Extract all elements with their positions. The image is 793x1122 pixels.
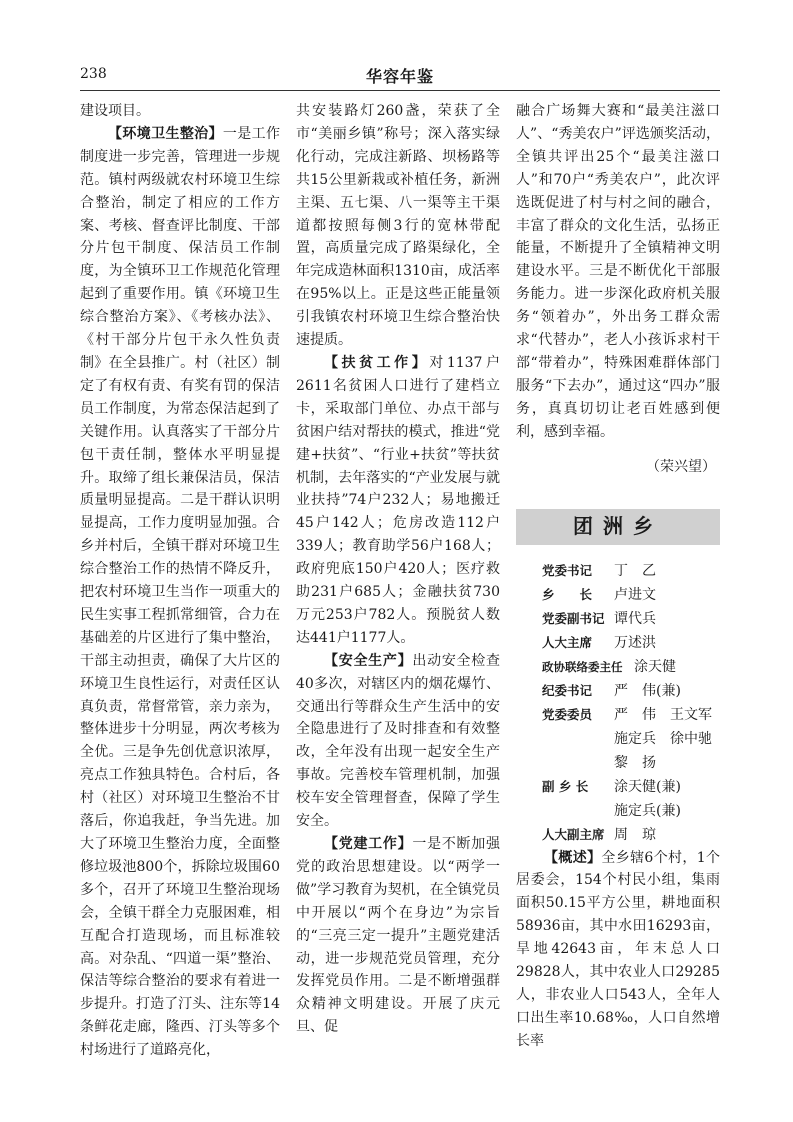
official-names: 黎 扬 bbox=[614, 754, 656, 771]
official-title bbox=[542, 799, 614, 823]
official-names: 施定兵 徐中驰 bbox=[614, 730, 712, 747]
column-right bbox=[516, 100, 720, 1053]
section-heading: 【安全生产】 bbox=[324, 652, 413, 669]
header-rule bbox=[80, 90, 720, 91]
paragraph-safety bbox=[296, 650, 500, 833]
official-row bbox=[542, 559, 720, 583]
section-heading: 【扶贫工作】 bbox=[324, 354, 430, 371]
section-heading: 【环境卫生整治】 bbox=[108, 125, 223, 142]
paragraph: 融合广场舞大赛和“最美注滋口人”、“秀美农户”评选颁奖活动，全镇共评出25个“最美注滋口人”和70户“秀美农户”，此次评选既促进了村与村之间的融合，丰富了群众的文化生活，弘扬正能量，不断提升了全镇精神文明建设水平。三是不断优化干部服务能力。进一步深化政府机关服务“领着办”，外出务工群众需求“代替办”，老人小孩诉求村干部“带着办”，特殊困难群体部门服务“下去办”，通过这“四办”服务，真真切切让老百姓感到便利，感到幸福。 bbox=[516, 103, 720, 440]
paragraph-party bbox=[296, 833, 500, 1039]
official-names: 丁 乙 bbox=[614, 562, 656, 579]
paragraph-text: 一是不断加强党的政治思想建设。以“两学一做”学习教育为契机，在全镇党员中开展以“两个在身边”为宗旨的“三亮三定一提升”主题党建活动，进一步规范党员管理，充分发挥党员作用。二是不断增强群众精神文明建设。开展了庆元旦、促 bbox=[296, 836, 501, 1036]
paragraph-poverty bbox=[296, 352, 500, 650]
official-row bbox=[542, 607, 720, 631]
official-names: 施定兵(兼) bbox=[614, 802, 681, 819]
official-row bbox=[542, 679, 720, 703]
page-number: 238 bbox=[80, 66, 107, 82]
official-title: 纪委书记 bbox=[542, 682, 593, 698]
official-names: 严 伟(兼) bbox=[614, 682, 681, 699]
paragraph-text: 一是工作制度进一步完善，管理进一步规范。镇村两级就农村环境卫生综合整治，制定了相应的工作方案、考核、督查评比制度、干部分片包干制度、保洁员工作制度，为全镇环卫工作规范化管理起到了重要作用。镇《环境卫生综合整治方案》、《考核办法》、《村干部分片包干永久性负责制》在全县推广。村（社区）制定了有权有责、有奖有罚的保洁员工作制度，为常态保洁起到了关键作用。认真落实了干部分片包干责任制，整体水平明显提升。取缔了组长兼保洁员，保洁质量明显提高。二是干群认识明显提高，工作力度明显加强。合乡并村后，全镇干群对环境卫生综合整治工作的热情不降反升，把农村环境卫生当作一项重大的民生实事工程抓常细管，合力在基础差的片区进行了集中整治，干部主动担责，确保了大片区的环境卫生良性运行，对责任区认真负责，常督常管，亲力亲为，整体进步十分明显，两次考核为全优。三是争先创优意识浓厚，亮点工作独具特色。合村后，各村（社区）对环境卫生整治不甘落后，你追我赶，争当先进。加大了环境卫生整治力度，全面整修垃圾池800个，拆除垃圾围60多个，召开了环境卫生整治现场会，全镇干群全力克服困难，相互配合打造现场，而且标准较高。对杂乱、“四道一渠”整治、保洁等综合整治的要求有着进一步提升。打造了汀头、注东等14条鲜花走廊，隆西、汀头等多个村场进行了道路亮化， bbox=[80, 125, 281, 1059]
official-row bbox=[542, 631, 720, 655]
officials-list bbox=[542, 559, 720, 847]
official-title bbox=[542, 751, 614, 775]
paragraph-overview bbox=[516, 847, 720, 1053]
page-header bbox=[80, 62, 720, 88]
official-names: 涂天健(兼) bbox=[614, 778, 681, 795]
official-row bbox=[542, 727, 720, 751]
paragraph: 共安装路灯260盏，荣获了全市“美丽乡镇”称号；深入落实绿化行动，完成注新路、坝杨路等共15公里新栽或补植任务，新洲主渠、五七渠、八一渠等主干渠道都按照每侧3行的宽林带配置，高质量完成了路渠绿化，全年完成造林面积1310亩，成活率在95%以上。正是这些正能量领引我镇农村环境卫生综合整治快速提质。 bbox=[296, 103, 500, 349]
official-row bbox=[542, 799, 720, 823]
official-title: 副 乡 长 bbox=[542, 778, 589, 794]
author-byline: （荣兴望） bbox=[646, 458, 716, 475]
section-heading: 【概述】 bbox=[544, 849, 602, 866]
paragraph: 建设项目。 bbox=[80, 103, 150, 119]
column-left bbox=[80, 100, 280, 1062]
official-title: 党委委员 bbox=[542, 706, 593, 722]
paragraph-text: 出动安全检查40多次，对辖区内的烟花爆竹、交通出行等群众生产生活中的安全隐患进行了及时排查和有效整改，全年没有出现一起安全生产事故。完善校车管理机制，加强校车安全管理督查，保障了学生安全。 bbox=[296, 652, 501, 830]
official-title: 乡 长 bbox=[542, 586, 593, 602]
column-middle bbox=[296, 100, 500, 1039]
paragraph-text: 对1137户2611名贫困人口进行了建档立卡，采取部门单位、办点干部与贫困户结对帮扶的模式，推进“党建+扶贫”、“行业+扶贫”等扶贫机制，去年落实的“产业发展与就业扶持”74户232人；易地搬迁45户142人；危房改造112户339人；教育助学56户168人；政府兜底150户420人；医疗救助231户685人；金融扶贫730万元253户782人。预脱贫人数达441户1177人。 bbox=[296, 354, 500, 646]
official-title bbox=[542, 727, 614, 751]
official-title: 政协联络委主任 bbox=[542, 659, 623, 674]
official-names: 谭代兵 bbox=[614, 610, 656, 627]
official-row bbox=[542, 583, 720, 607]
official-row bbox=[542, 655, 720, 679]
official-row bbox=[542, 751, 720, 775]
official-names: 严 伟 王文军 bbox=[614, 706, 712, 723]
official-row bbox=[542, 823, 720, 847]
section-heading: 【党建工作】 bbox=[324, 836, 413, 852]
official-title: 党委副书记 bbox=[542, 610, 605, 626]
official-row bbox=[542, 703, 720, 727]
running-title: 华容年鉴 bbox=[365, 67, 434, 86]
official-names: 卢进文 bbox=[614, 586, 656, 603]
official-names: 万述洪 bbox=[614, 634, 656, 651]
official-names: 周 琼 bbox=[614, 826, 656, 843]
paragraph-text: 全乡辖6个村，1个居委会，154个村民小组，集雨面积50.15平方公里，耕地面积58936亩，其中水田16293亩，旱地42643亩，年末总人口29828人，其中农业人口29285人，非农业人口543人，全年人口出生率10.68‰，人口自然增长率 bbox=[516, 849, 720, 1049]
official-title: 人大主席 bbox=[542, 634, 593, 650]
official-title: 人大副主席 bbox=[542, 826, 605, 842]
paragraph-environment bbox=[80, 123, 280, 1062]
official-title: 党委书记 bbox=[542, 562, 593, 578]
official-row bbox=[542, 775, 720, 799]
official-names: 涂天健 bbox=[634, 658, 676, 675]
section-banner: 团洲乡 bbox=[516, 509, 720, 545]
